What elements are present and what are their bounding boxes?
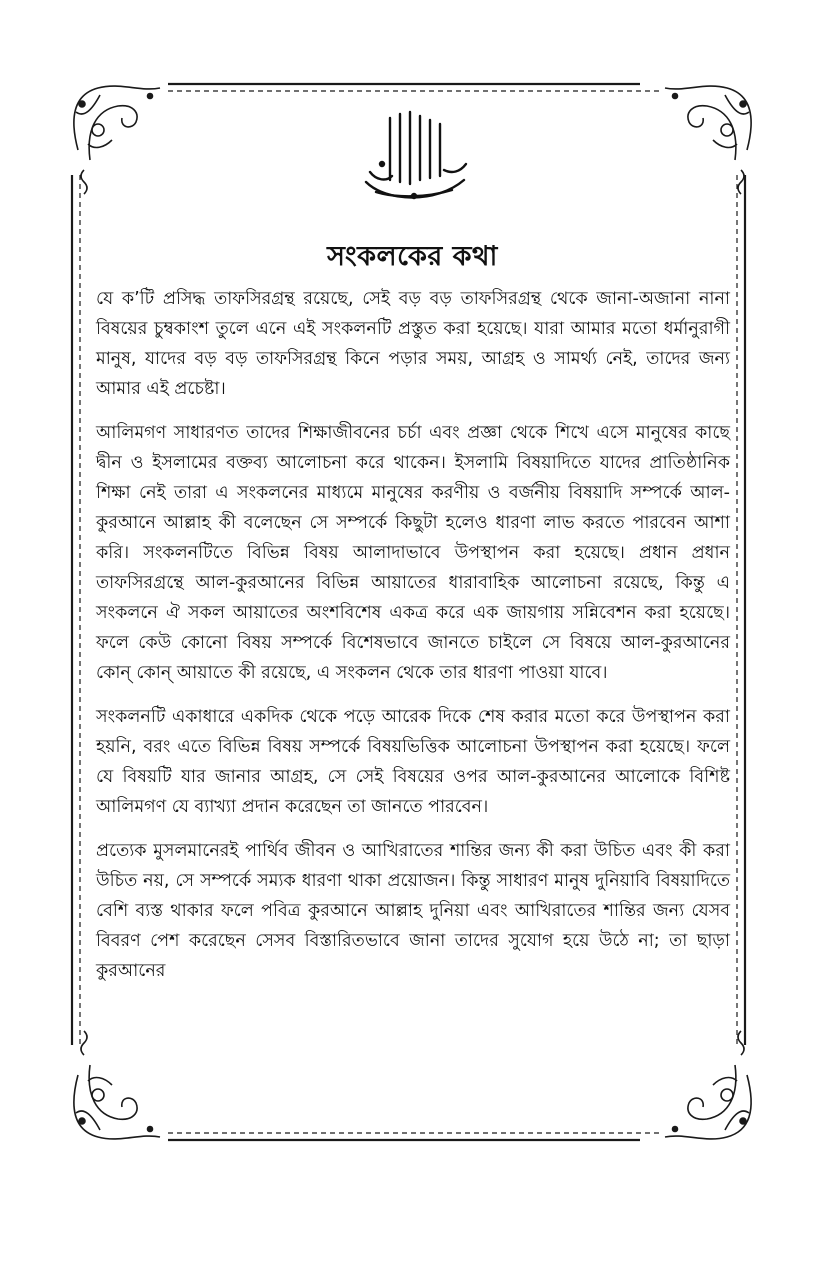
page-title: সংকলকের কথা: [327, 241, 498, 272]
bismillah-calligraphy: [356, 110, 474, 206]
paragraph-2: আলিমগণ সাধারণত তাদের শিক্ষাজীবনের চর্চা এবং প্রজ্ঞা থেকে শিখে এসে মানুষের কাছে দ্বীন ও ইসলামের বক্তব্য আলোচনা করে থাকেন। ইসলামি বিষয়াদিতে যাদের প্রাতিষ্ঠানিক শিক্ষা নেই তারা এ সংকলনের মাধ্যমে মানুষের করণীয় ও বর্জনীয় বিষয়াদি সম্পর্কে আল-কুরআনে আল্লাহ কী বলেছেন সে সম্পর্কে কিছুটা হলেও ধারণা লাভ করতে পারবেন আশা করি। সংকলনটিতে বিভিন্ন বিষয় আলাদাভাবে উপস্থাপন করা হয়েছে। প্রধান প্রধান তাফসিরগ্রন্থে আল-কুরআনের বিভিন্ন আয়াতের ধারাবাহিক আলোচনা রয়েছে, কিন্তু এ সংকলনে ঐ সকল আয়াতের অংশবিশেষ একত্র করে এক জায়গায় সন্নিবেশন করা হয়েছে। ফলে কেউ কোনো বিষয় সম্পর্কে বিশেষভাবে জানতে চাইলে সে বিষয়ে আল-কুরআনের কোন্ কোন্ আয়াতে কী রয়েছে, এ সংকলন থেকে তার ধারণা পাওয়া যাবে।: [96, 423, 730, 683]
paragraph-4: প্রত্যেক মুসলমানেরই পার্থিব জীবন ও আখিরাতের শান্তির জন্য কী করা উচিত এবং কী করা উচিত নয়, সে সম্পর্কে সম্যক ধারণা থাকা প্রয়োজন। কিন্তু সাধারণ মানুষ দুনিয়াবি বিষয়াদিতে বেশি ব্যস্ত থাকার ফলে পবিত্র কুরআনে আল্লাহ দুনিয়া এবং আখিরাতের শান্তির জন্য যেসব বিবরণ পেশ করেছেন সেসব বিস্তারিতভাবে জানা তাদের সুযোগ হয়ে উঠে না; তা ছাড়া কুরআনের: [96, 841, 730, 981]
body-text: [96, 284, 730, 1000]
paragraph-3: সংকলনটি একাধারে একদিক থেকে পড়ে আরেক দিকে শেষ করার মতো করে উপস্থাপন করা হয়নি, বরং এতে বিভিন্ন বিষয় সম্পর্কে বিষয়ভিত্তিক আলোচনা উপস্থাপন করা হয়েছে। ফলে যে বিষয়টি যার জানার আগ্রহ, সে সেই বিষয়ের ওপর আল-কুরআনের আলোকে বিশিষ্ট আলিমগণ যে ব্যাখ্যা প্রদান করেছেন তা জানতে পারবেন।: [96, 707, 730, 817]
paragraph-1: যে ক’টি প্রসিদ্ধ তাফসিরগ্রন্থ রয়েছে, সেই বড় বড় তাফসিরগ্রন্থ থেকে জানা-অজানা নানা বিষয়ের চুম্বকাংশ তুলে এনে এই সংকলনটি প্রস্তুত করা হয়েছে। যারা আমার মতো ধর্মানুরাগী মানুষ, যাদের বড় বড় তাফসিরগ্রন্থ কিনে পড়ার সময়, আগ্রহ ও সামর্থ্য নেই, তাদের জন্য আমার এই প্রচেষ্টা।: [96, 289, 730, 399]
